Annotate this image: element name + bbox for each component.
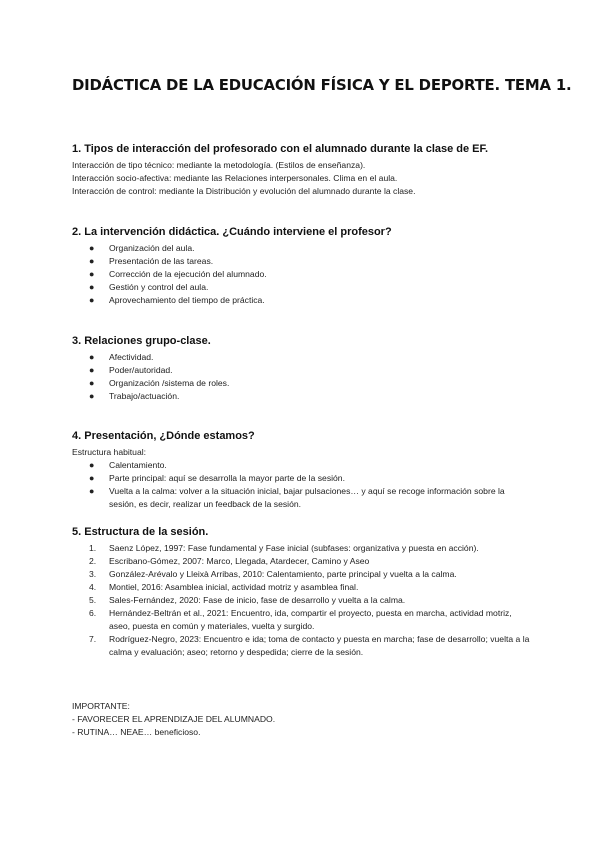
list-item: 1. Saenz López, 1997: Fase fundamental y Fase inicial (subfases: organizativa y puesta en acción). — [89, 543, 479, 553]
list-item: ● Calentamiento. — [89, 460, 167, 470]
bullet-icon: ● — [89, 365, 95, 375]
section-3 — [72, 335, 532, 403]
bullet-icon: ● — [89, 486, 95, 496]
important-note — [72, 700, 532, 739]
list-item: 7. Rodríguez-Negro, 2023: Encuentro e ida; toma de contacto y puesta en marcha; fase de desarrollo; vuelta a la calma y evaluación; aseo; retorno y despedida; cierre de la sesión. — [89, 634, 530, 657]
section-4 — [72, 430, 532, 511]
list-item: ● Parte principal: aquí se desarrolla la mayor parte de la sesión. — [89, 473, 345, 483]
section-2-list — [72, 242, 532, 307]
bullet-icon: ● — [89, 282, 95, 292]
list-item: ● Afectividad. — [89, 352, 154, 362]
list-item: 5. Sales-Fernández, 2020: Fase de inicio, fase de desarrollo y vuelta a la calma. — [89, 595, 406, 605]
list-item: ● Trabajo/actuación. — [89, 391, 180, 401]
section-5 — [72, 526, 532, 659]
list-item: 6. Hernández-Beltrán et al., 2021: Encuentro, ida, compartir el proyecto, puesta en marcha, actividad motriz, aseo, puesta en común y materiales, vuelta y surgido. — [89, 608, 512, 631]
bullet-icon: ● — [89, 256, 95, 266]
list-item: ● Corrección de la ejecución del alumnado. — [89, 269, 267, 279]
list-item: 2. Escribano-Gómez, 2007: Marco, Llegada, Atardecer, Camino y Aseo — [89, 556, 370, 566]
bullet-icon: ● — [89, 269, 95, 279]
list-item: 4. Montiel, 2016: Asamblea inicial, actividad motriz y asamblea final. — [89, 582, 359, 592]
list-item: ● Poder/autoridad. — [89, 365, 173, 375]
bullet-icon: ● — [89, 352, 95, 362]
section-4-list — [72, 459, 532, 511]
list-item: 3. González-Arévalo y Lleixà Arribas, 2010: Calentamiento, parte principal y vuelta a la calma. — [89, 569, 457, 579]
section-1-heading: 1. Tipos de interacción del profesorado con el alumnado durante la clase de EF. — [72, 143, 489, 155]
list-item: ● Gestión y control del aula. — [89, 282, 209, 292]
section-3-list — [72, 351, 532, 403]
section-5-heading: 5. Estructura de la sesión. — [72, 526, 209, 538]
section-4-heading: 4. Presentación, ¿Dónde estamos? — [72, 430, 255, 442]
bullet-icon: ● — [89, 473, 95, 483]
bullet-icon: ● — [89, 391, 95, 401]
bullet-icon: ● — [89, 460, 95, 470]
important-line: - RUTINA… NEAE… beneficioso. — [72, 727, 201, 737]
list-item: ● Aprovechamiento del tiempo de práctica. — [89, 295, 265, 305]
section-4-intro: Estructura habitual: — [72, 447, 147, 457]
bullet-icon: ● — [89, 295, 95, 305]
list-item: ● Vuelta a la calma: volver a la situación inicial, bajar pulsaciones… y aquí se recoge información sobre la sesión, es decir, realizar un feedback de la sesión. — [89, 486, 505, 509]
section-1-line: Interacción de control: mediante la Distribución y evolución del alumnado durante la clase. — [72, 186, 416, 196]
bullet-icon: ● — [89, 243, 95, 253]
bullet-icon: ● — [89, 378, 95, 388]
section-3-heading: 3. Relaciones grupo-clase. — [72, 335, 211, 347]
list-item: ● Organización /sistema de roles. — [89, 378, 230, 388]
section-1-line: Interacción de tipo técnico: mediante la metodología. (Estilos de enseñanza). — [72, 160, 366, 170]
section-2 — [72, 226, 532, 307]
section-1-line: Interacción socio-afectiva: mediante las Relaciones interpersonales. Clima en el aula. — [72, 173, 398, 183]
important-label: IMPORTANTE: — [72, 701, 130, 711]
section-2-heading: 2. La intervención didáctica. ¿Cuándo interviene el profesor? — [72, 226, 392, 238]
document-title: DIDÁCTICA DE LA EDUCACIÓN FÍSICA Y EL DEPORTE. TEMA 1. — [72, 76, 572, 94]
important-line: - FAVORECER EL APRENDIZAJE DEL ALUMNADO. — [72, 714, 276, 724]
section-5-list — [72, 542, 532, 659]
list-item: ● Organización del aula. — [89, 243, 195, 253]
section-1 — [72, 143, 532, 198]
list-item: ● Presentación de las tareas. — [89, 256, 214, 266]
